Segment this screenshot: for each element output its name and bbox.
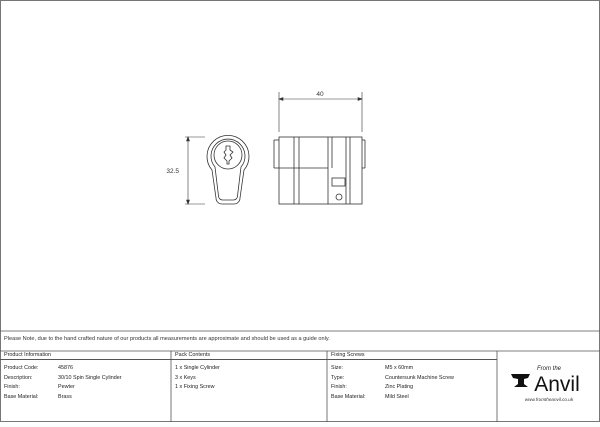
row-value: M5 x 60mm	[385, 365, 414, 371]
pack-contents-panel	[171, 351, 327, 422]
table-row	[331, 364, 497, 374]
height-dimension	[185, 137, 205, 204]
fixing-screws-panel	[327, 351, 497, 422]
pack-contents-title: Pack Contents	[171, 351, 327, 360]
row-value: Countersunk Machine Screw	[385, 374, 454, 381]
product-information-title: Product Information	[0, 351, 171, 360]
row-value: Brass	[58, 393, 72, 400]
row-label: Finish:	[331, 384, 347, 391]
measurement-note: Please Note, due to the hand crafted nature of our products all measurements are approximate and should be used as a guide only.	[4, 336, 330, 342]
list-item: 1 x Single Cylinder	[175, 365, 220, 371]
table-row	[331, 393, 497, 403]
row-label: Base Material:	[4, 393, 39, 400]
table-row	[4, 383, 171, 393]
table-row	[331, 383, 497, 393]
row-label: Type:	[331, 374, 345, 381]
list-item: 3 x Keys	[175, 374, 196, 381]
product-information-panel	[0, 351, 171, 422]
row-label: Finish:	[4, 384, 20, 391]
row-label: Size:	[331, 365, 343, 371]
brand-tagline: From the	[536, 366, 562, 372]
table-row	[4, 374, 171, 384]
anvil-logo	[497, 351, 600, 422]
brand-logo	[497, 351, 600, 422]
row-value: Zinc Plating	[385, 384, 414, 391]
row-value: 45876	[58, 365, 73, 371]
table-row	[4, 364, 171, 374]
brand-name: Anvil	[534, 373, 580, 396]
brand-website: www.fromtheanvil.co.uk	[524, 397, 574, 402]
row-value: Pewter	[58, 384, 75, 391]
row-value: Mild Steel	[385, 393, 409, 400]
width-dimension-label: 40	[316, 91, 324, 98]
table-row	[4, 393, 171, 403]
cylinder-front-view	[207, 135, 249, 204]
table-row	[331, 374, 497, 384]
row-label: Product Code:	[4, 365, 39, 371]
cylinder-side-view	[274, 137, 365, 204]
anvil-icon	[511, 374, 530, 387]
row-label: Description:	[4, 374, 33, 381]
row-value: 30/10 Spin Single Cylinder	[58, 374, 122, 381]
height-dimension-label: 32.5	[166, 168, 179, 175]
width-dimension	[279, 92, 362, 132]
row-label: Base Material:	[331, 393, 366, 400]
fixing-screws-title: Fixing Screws	[327, 351, 497, 360]
list-item: 1 x Fixing Screw	[175, 384, 215, 391]
